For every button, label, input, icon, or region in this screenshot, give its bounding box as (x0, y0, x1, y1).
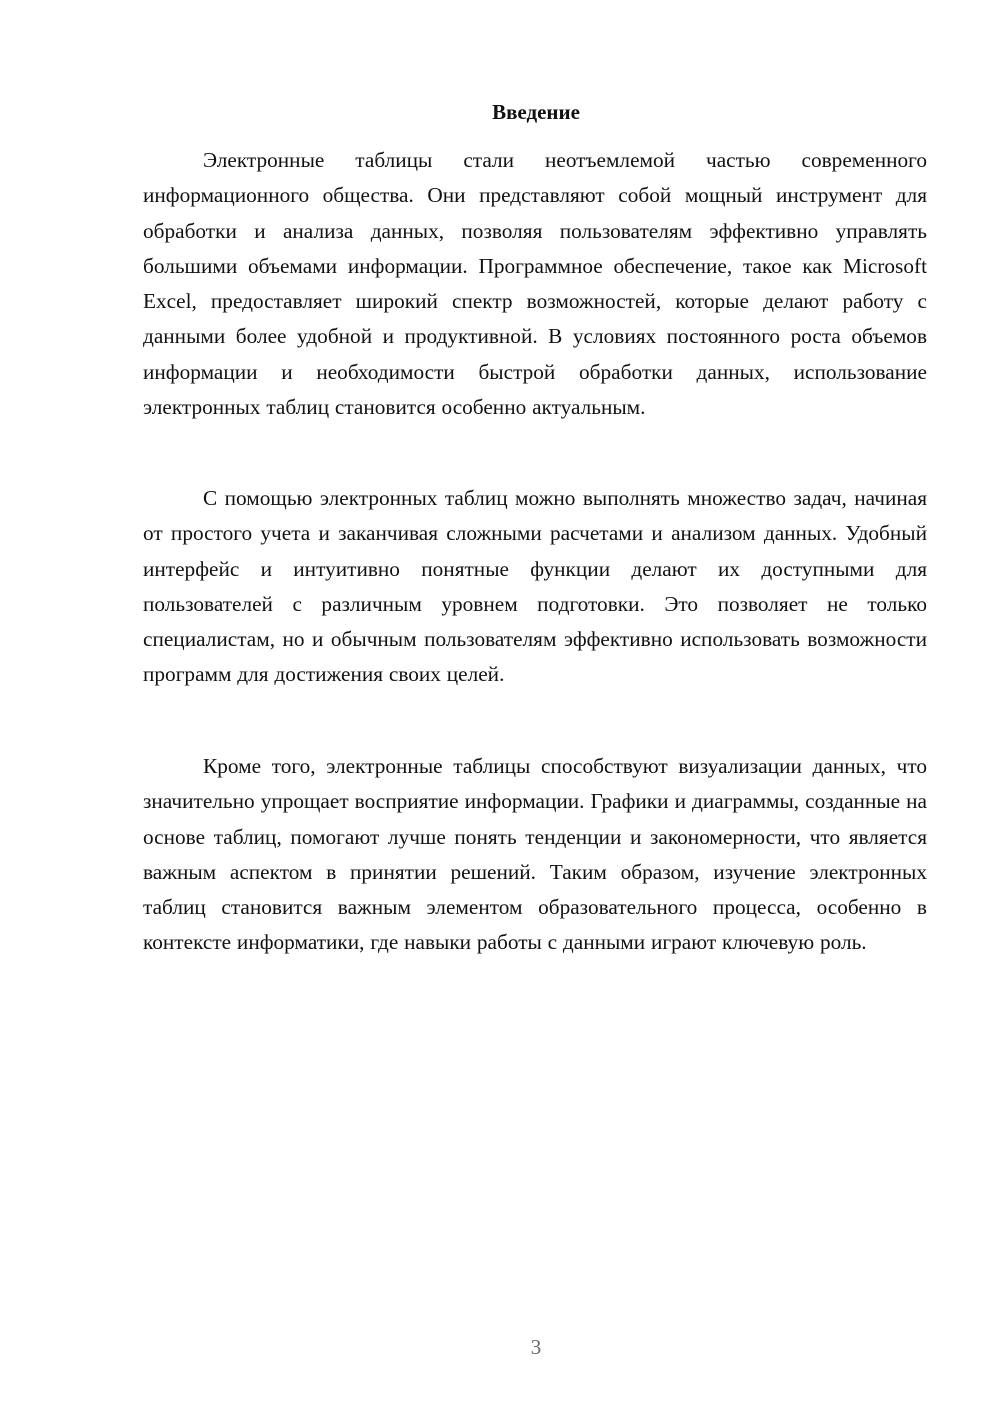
page-number: 3 (530, 1335, 542, 1359)
section-heading: Введение (492, 100, 580, 124)
paragraph-3: Кроме того, электронные таблицы способствуют визуализации данных, что значительно упрощает восприятие информации. Графики и диаграммы, созданные на основе таблиц, помогают лучше понять тенденции и закономерности, что является важным аспектом в принятии решений. Таким образом, изучение электронных таблиц становится важным элементом образовательного процесса, особенно в контексте информатики, где навыки работы с данными играют ключевую роль. (143, 754, 927, 955)
paragraph-1: Электронные таблицы стали неотъемлемой частью современного информационного общества. Они представляют собой мощный инструмент для обработки и анализа данных, позволяя пользователям эффективно управлять большими объемами информации. Программное обеспечение, такое как Microsoft Excel, предоставляет широкий спектр возможностей, которые делают работу с данными более удобной и продуктивной. В условиях постоянного роста объемов информации и необходимости быстрой обработки данных, использование электронных таблиц становится особенно актуальным. (143, 148, 927, 420)
paragraph-2: С помощью электронных таблиц можно выполнять множество задач, начиная от простого учета и заканчивая сложными расчетами и анализом данных. Удобный интерфейс и интуитивно понятные функции делают их доступными для пользователей с различным уровнем подготовки. Это позволяет не только специалистам, но и обычным пользователям эффективно использовать возможности программ для достижения своих целей. (143, 486, 927, 687)
